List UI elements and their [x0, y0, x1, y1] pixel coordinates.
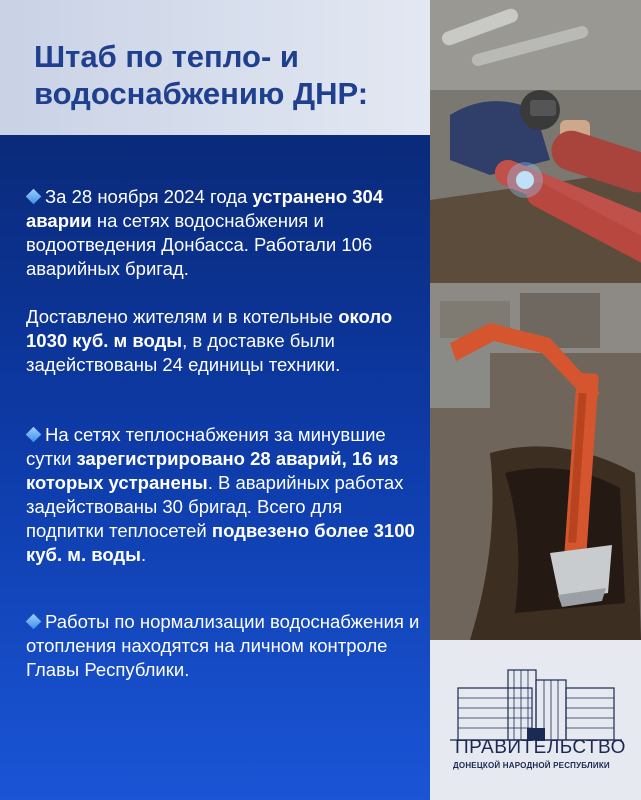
blue-diamond-icon — [26, 189, 42, 205]
p2-text-1: Доставлено жителям и в котельные — [26, 306, 339, 327]
excavator-photo — [430, 283, 641, 640]
welder-illustration — [430, 0, 641, 283]
page-title: Штаб по тепло- и водоснабжению ДНР: — [34, 39, 369, 111]
welder-photo — [430, 0, 641, 283]
p1-text-1: За 28 ноября 2024 года — [45, 186, 253, 207]
p3-bold-1: зарегистрировано 28 аварий, 16 из которых устранены — [26, 448, 399, 493]
p3-text-3: . — [140, 544, 147, 565]
paragraph-control — [26, 610, 422, 682]
paragraph-water-delivery — [26, 305, 422, 377]
paragraph-heat-accidents — [26, 423, 422, 567]
government-logo — [430, 640, 641, 800]
p1-bold-1: устранено 304 аварии — [26, 186, 384, 231]
photo-column — [430, 0, 641, 640]
excavator-illustration — [430, 283, 641, 640]
header — [0, 0, 430, 135]
p1-text-2: на сетях водоснабжения и водоотведения Донбасса. Работали 106 аварийных бригад. — [26, 210, 373, 279]
logo-title: ПРАВИТЕЛЬСТВО — [455, 737, 626, 758]
p3-text-1: На сетях теплоснабжения за минувшие сутки — [26, 424, 386, 469]
p2-text-2: , в доставке были задействованы 24 единицы техники. — [26, 330, 341, 375]
p2-bold-1: около 1030 куб. м воды — [26, 306, 393, 351]
blue-diamond-icon — [26, 614, 42, 630]
logo-subtitle: ДОНЕЦКОЙ НАРОДНОЙ РЕСПУБЛИКИ — [453, 761, 610, 770]
p3-text-2: . В аварийных работах задействованы 30 бригад. Всего для подпитки теплосетей — [26, 472, 404, 541]
p3-bold-2: подвезено более 3100 куб. м. воды — [26, 520, 415, 565]
paragraph-water-accidents — [26, 185, 422, 281]
blue-diamond-icon — [26, 427, 42, 443]
p4-text-1: Работы по нормализации водоснабжения и отопления находятся на личном контроле Главы Республики. — [26, 611, 420, 680]
